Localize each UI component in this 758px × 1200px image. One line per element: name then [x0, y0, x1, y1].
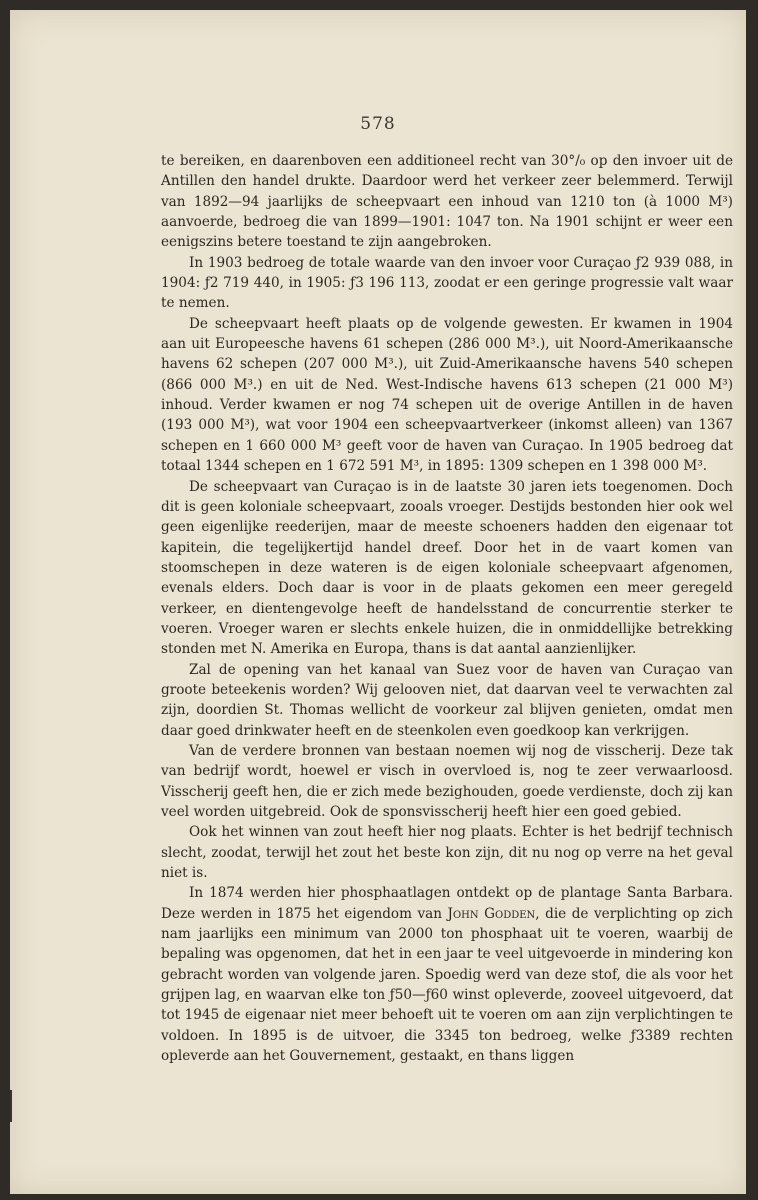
paragraph-import-value: In 1903 bedroeg de totale waarde van den invoer voor Curaçao ƒ2 939 088, in 1904: ƒ2 719 440, in 1905: ƒ3 196 113, zoodat er een geringe progressie valt waar te nemen. [161, 254, 733, 312]
paragraph-shipping-regions: De scheepvaart heeft plaats op de volgende gewesten. Er kwamen in 1904 aan uit Europeesche havens 61 schepen (286 000 M³.), uit Noord-Amerikaansche havens 62 schepen (207 000 M³.), uit Zuid-Amerikaansche havens 540 schepen (866 000 M³.) en uit de Ned. West-Indische havens 613 schepen (21 000 M³) inhoud. Verder kwamen er nog 74 schepen uit de overige Antillen in de haven (193 000 M³), wat voor 1904 een scheepvaartverkeer (inkomst alleen) van 1367 schepen en 1 660 000 M³ geeft voor de haven van Curaçao. In 1905 bedroeg dat totaal 1344 schepen en 1 672 591 M³, in 1895: 1309 schepen en 1 398 000 M³. [161, 315, 733, 475]
paragraph-continued: te bereiken, en daarenboven een additioneel recht van 30°/₀ op den invoer uit de Antillen den handel drukte. Daardoor werd het verkeer zeer belemmerd. Terwijl van 1892—94 jaarlijks de scheepvaart een inhoud van 1210 ton (à 1000 M³) aanvoerde, bedroeg die van 1899—1901: 1047 ton. Na 1901 schijnt er weer een eenigszins betere toestand te zijn aangebroken. [161, 153, 733, 251]
paragraph-salt: Ook het winnen van zout heeft hier nog plaats. Echter is het bedrijf technisch slecht, zoodat, terwijl het zout het beste kon zijn, dit nu nog op verre na het geval niet is. [161, 824, 733, 882]
paragraph-shipping-growth: De scheepvaart van Curaçao is in de laatste 30 jaren iets toegenomen. Doch dit is geen koloniale scheepvaart, zooals vroeger. Destijds bestonden hier ook wel geen eigenlijke reederijen, maar de meeste schoeners hadden den eigenaar tot kapitein, die tegelijkertijd handel dreef. Door het in de vaart komen van stoomschepen in deze wateren is de eigen koloniale scheepvaart afgenomen, evenals elders. Doch daar is voor in de plaats gekomen een meer geregeld verkeer, en dientengevolge heeft de handelsstand de concurrentie sterker te voeren. Vroeger waren er slechts enkele huizen, die in onmiddellijke betrekking stonden met N. Amerika en Europa, thans is dat aantal aanzienlijker. [161, 478, 733, 658]
paragraph-phosphate [161, 883, 733, 1066]
person-name: John Godden [447, 905, 536, 922]
body-text [161, 151, 733, 1066]
paragraph-suez-canal: Zal de opening van het kanaal van Suez voor de haven van Curaçao van groote beteekenis worden? Wij gelooven niet, dat daarvan veel te verwachten zal zijn, doordien St. Thomas wellicht de voorkeur zal blijven genieten, omdat men daar goed drinkwater heeft en de steenkolen even goedkoop kan verkrijgen. [161, 661, 733, 739]
phosphate-text-start: In 1874 werden hier phosphaatlagen ontdekt op de plantage Santa Barbara. Deze werden in 1875 het eigendom van [161, 885, 733, 922]
paragraph-fishing: Van de verdere bronnen van bestaan noemen wij nog de visscherij. Deze tak van bedrijf wordt, hoewel er visch in overvloed is, nog te zeer verwaarloosd. Visscherij geeft hen, die er zich mede bezighouden, goede verdienste, doch zij kan veel worden uitgebreid. Ook de sponsvisscherij heeft hier een goed gebied. [161, 742, 733, 820]
page-number: 578 [360, 114, 396, 134]
binding-mark [10, 1090, 12, 1122]
phosphate-text-end: , die de verplichting op zich nam jaarlijks een minimum van 2000 ton phosphaat uit te voeren, waarbij de bepaling was opgenomen, dat het in een jaar te veel uitgevoerde in mindering kon gebracht worden van volgende jaren. Spoedig werd van deze stof, die als voor het grijpen lag, en waarvan elke ton ƒ50—ƒ60 winst opleverde, zooveel uitgevoerd, dat tot 1945 de eigenaar niet meer behoeft uit te voeren om aan zijn verplichtingen te voldoen. In 1895 is de uitvoer, die 3345 ton bedroeg, welke ƒ3389 rechten opleverde aan het Gouvernement, gestaakt, en thans liggen [161, 905, 733, 1065]
book-page [10, 10, 746, 1194]
